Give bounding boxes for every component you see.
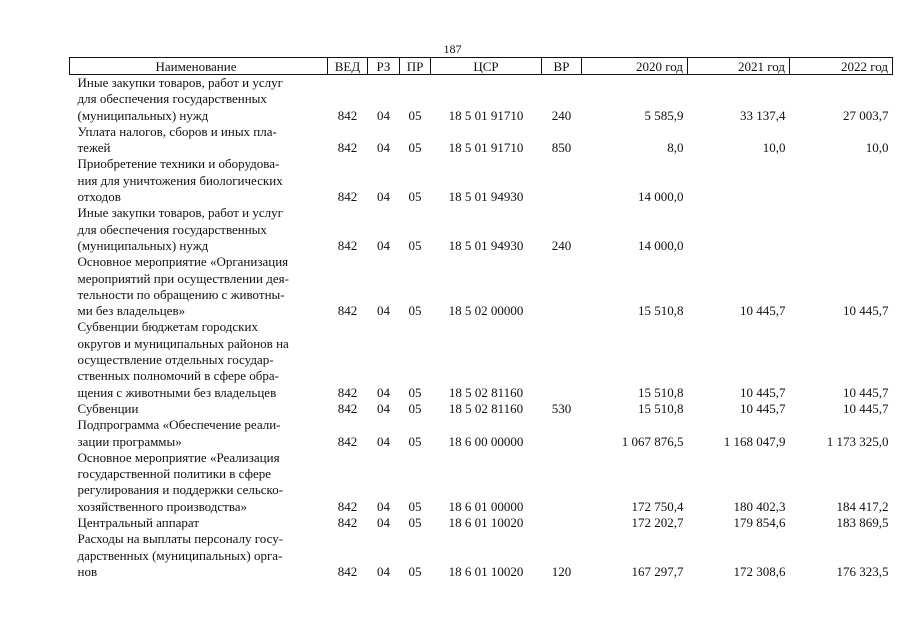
cell-rz: 04 — [377, 433, 390, 449]
cell-vr — [542, 417, 582, 450]
cell-2021: 10 445,7 — [740, 384, 786, 400]
cell-vr: 120 — [551, 563, 572, 579]
cell-name: Центральный аппарат — [77, 515, 200, 531]
col-header-name: Наименование — [70, 58, 328, 75]
cell-ved: 842 — [337, 433, 358, 449]
cell-2020: 8,0 — [667, 140, 684, 156]
cell-vr — [542, 515, 582, 531]
cell-ved: 842 — [337, 498, 358, 514]
table-row — [70, 319, 893, 400]
cell-2021: 1 168 047,9 — [723, 433, 786, 449]
cell-2021: 10 445,7 — [740, 400, 786, 416]
cell-csr: 18 5 01 94930 — [448, 237, 524, 253]
cell-rz: 04 — [377, 237, 390, 253]
cell-vr — [542, 319, 582, 400]
cell-rz: 04 — [377, 563, 390, 579]
cell-pr: 05 — [408, 189, 422, 205]
cell-name: Иные закупки товаров, работ и услуг для обеспечения государственных (муниципальных) нужд — [77, 75, 283, 123]
cell-pr: 05 — [408, 515, 422, 531]
cell-rz: 04 — [377, 107, 390, 123]
cell-2022: 10 445,7 — [843, 384, 889, 400]
cell-2022 — [790, 156, 893, 205]
cell-pr: 05 — [408, 140, 422, 156]
cell-2022: 27 003,7 — [843, 107, 889, 123]
cell-name: Приобретение техники и оборудова- ния для уничтожения биологических отходов — [77, 156, 283, 205]
cell-2020: 14 000,0 — [638, 189, 684, 205]
cell-vr — [542, 254, 582, 319]
cell-ved: 842 — [337, 303, 358, 319]
col-header-vr: ВР — [542, 58, 582, 75]
cell-name: Основное мероприятие «Реализация государственной политики в сфере регулирования и поддержки сельско- хозяйственного производства» — [77, 449, 284, 514]
cell-ved: 842 — [337, 384, 358, 400]
cell-pr: 05 — [408, 303, 422, 319]
cell-ved: 842 — [337, 107, 358, 123]
cell-csr: 18 5 02 81160 — [448, 384, 524, 400]
table-row — [70, 254, 893, 319]
cell-ved: 842 — [337, 189, 358, 205]
table-row — [70, 205, 893, 254]
cell-vr — [542, 450, 582, 515]
cell-2021: 33 137,4 — [740, 107, 786, 123]
cell-csr: 18 6 01 10020 — [448, 515, 524, 531]
cell-2022: 10,0 — [865, 140, 889, 156]
cell-rz: 04 — [377, 303, 390, 319]
cell-rz: 04 — [377, 515, 390, 531]
table-row — [70, 75, 893, 124]
table-row — [70, 417, 893, 450]
cell-rz: 04 — [377, 140, 390, 156]
cell-2020: 172 202,7 — [631, 515, 684, 531]
cell-2022: 10 445,7 — [843, 400, 889, 416]
cell-2020: 15 510,8 — [638, 384, 684, 400]
cell-2020: 1 067 876,5 — [621, 433, 684, 449]
table-row — [70, 401, 893, 417]
cell-2022: 1 173 325,0 — [826, 433, 889, 449]
cell-2020: 15 510,8 — [638, 303, 684, 319]
cell-2021: 10,0 — [762, 140, 786, 156]
cell-2020: 167 297,7 — [631, 563, 684, 579]
col-header-ved: ВЕД — [328, 58, 368, 75]
cell-pr: 05 — [408, 433, 422, 449]
cell-pr: 05 — [408, 400, 422, 416]
cell-2020: 5 585,9 — [644, 107, 684, 123]
cell-rz: 04 — [377, 498, 390, 514]
col-header-csr: ЦСР — [431, 58, 542, 75]
header-row — [70, 58, 893, 75]
cell-name: Иные закупки товаров, работ и услуг для обеспечения государственных (муниципальных) нужд — [77, 205, 283, 253]
col-header-rz: РЗ — [368, 58, 400, 75]
cell-2022: 10 445,7 — [843, 303, 889, 319]
cell-csr: 18 5 01 94930 — [448, 189, 524, 205]
cell-vr — [542, 156, 582, 205]
cell-2021: 10 445,7 — [740, 303, 786, 319]
table-body — [70, 75, 893, 581]
table-row — [70, 515, 893, 531]
cell-rz: 04 — [377, 189, 390, 205]
cell-ved: 842 — [337, 563, 358, 579]
cell-2022: 176 323,5 — [836, 563, 889, 579]
cell-vr: 240 — [551, 237, 572, 253]
cell-2021 — [688, 205, 790, 254]
cell-pr: 05 — [408, 237, 422, 253]
cell-2021: 172 308,6 — [733, 563, 786, 579]
cell-ved: 842 — [337, 400, 358, 416]
table-row — [70, 156, 893, 205]
cell-name: Основное мероприятие «Организация мероприятий при осуществлении дея- тельности по обращению с животны- ми без владельцев» — [77, 254, 289, 319]
cell-2020: 15 510,8 — [638, 400, 684, 416]
cell-csr: 18 5 01 91710 — [448, 140, 524, 156]
col-header-pr: ПР — [400, 58, 431, 75]
table-row — [70, 531, 893, 580]
cell-csr: 18 6 00 00000 — [448, 433, 524, 449]
cell-2020: 172 750,4 — [631, 498, 684, 514]
cell-ved: 842 — [337, 237, 358, 253]
cell-name: Уплата налогов, сборов и иных пла- тежей — [77, 123, 277, 156]
cell-2021: 180 402,3 — [733, 498, 786, 514]
col-header-2021: 2021 год — [688, 58, 790, 75]
cell-csr: 18 5 02 81160 — [448, 400, 524, 416]
cell-2020: 14 000,0 — [638, 237, 684, 253]
cell-csr: 18 6 01 00000 — [448, 498, 524, 514]
cell-name: Подпрограмма «Обеспечение реали- зации программы» — [77, 417, 281, 449]
table-row — [70, 124, 893, 157]
cell-2022: 183 869,5 — [836, 515, 889, 531]
cell-pr: 05 — [408, 107, 422, 123]
cell-csr: 18 5 02 00000 — [448, 303, 524, 319]
cell-2022 — [790, 205, 893, 254]
cell-rz: 04 — [377, 384, 390, 400]
table-row — [70, 450, 893, 515]
col-header-2020: 2020 год — [582, 58, 688, 75]
cell-2021 — [688, 156, 790, 205]
cell-csr: 18 5 01 91710 — [448, 107, 524, 123]
col-header-2022: 2022 год — [790, 58, 893, 75]
cell-ved: 842 — [337, 515, 358, 531]
cell-2022: 184 417,2 — [836, 498, 889, 514]
page-number: 187 — [443, 42, 462, 56]
cell-pr: 05 — [408, 384, 422, 400]
cell-pr: 05 — [408, 498, 422, 514]
cell-pr: 05 — [408, 563, 422, 579]
cell-vr: 850 — [551, 140, 572, 156]
cell-rz: 04 — [377, 400, 390, 416]
cell-ved: 842 — [337, 140, 358, 156]
cell-csr: 18 6 01 10020 — [448, 563, 524, 579]
budget-table — [69, 57, 893, 580]
cell-name: Субвенции — [77, 400, 139, 416]
cell-vr: 530 — [551, 400, 572, 416]
cell-2021: 179 854,6 — [733, 515, 786, 531]
cell-name: Расходы на выплаты персоналу госу- дарственных (муниципальных) орга- нов — [77, 531, 284, 579]
cell-vr: 240 — [551, 107, 572, 123]
cell-name: Субвенции бюджетам городских округов и муниципальных районов на осуществление отдельных государ- ственных полномочий в сфере обра- щения с животными без владельцев — [77, 319, 289, 400]
